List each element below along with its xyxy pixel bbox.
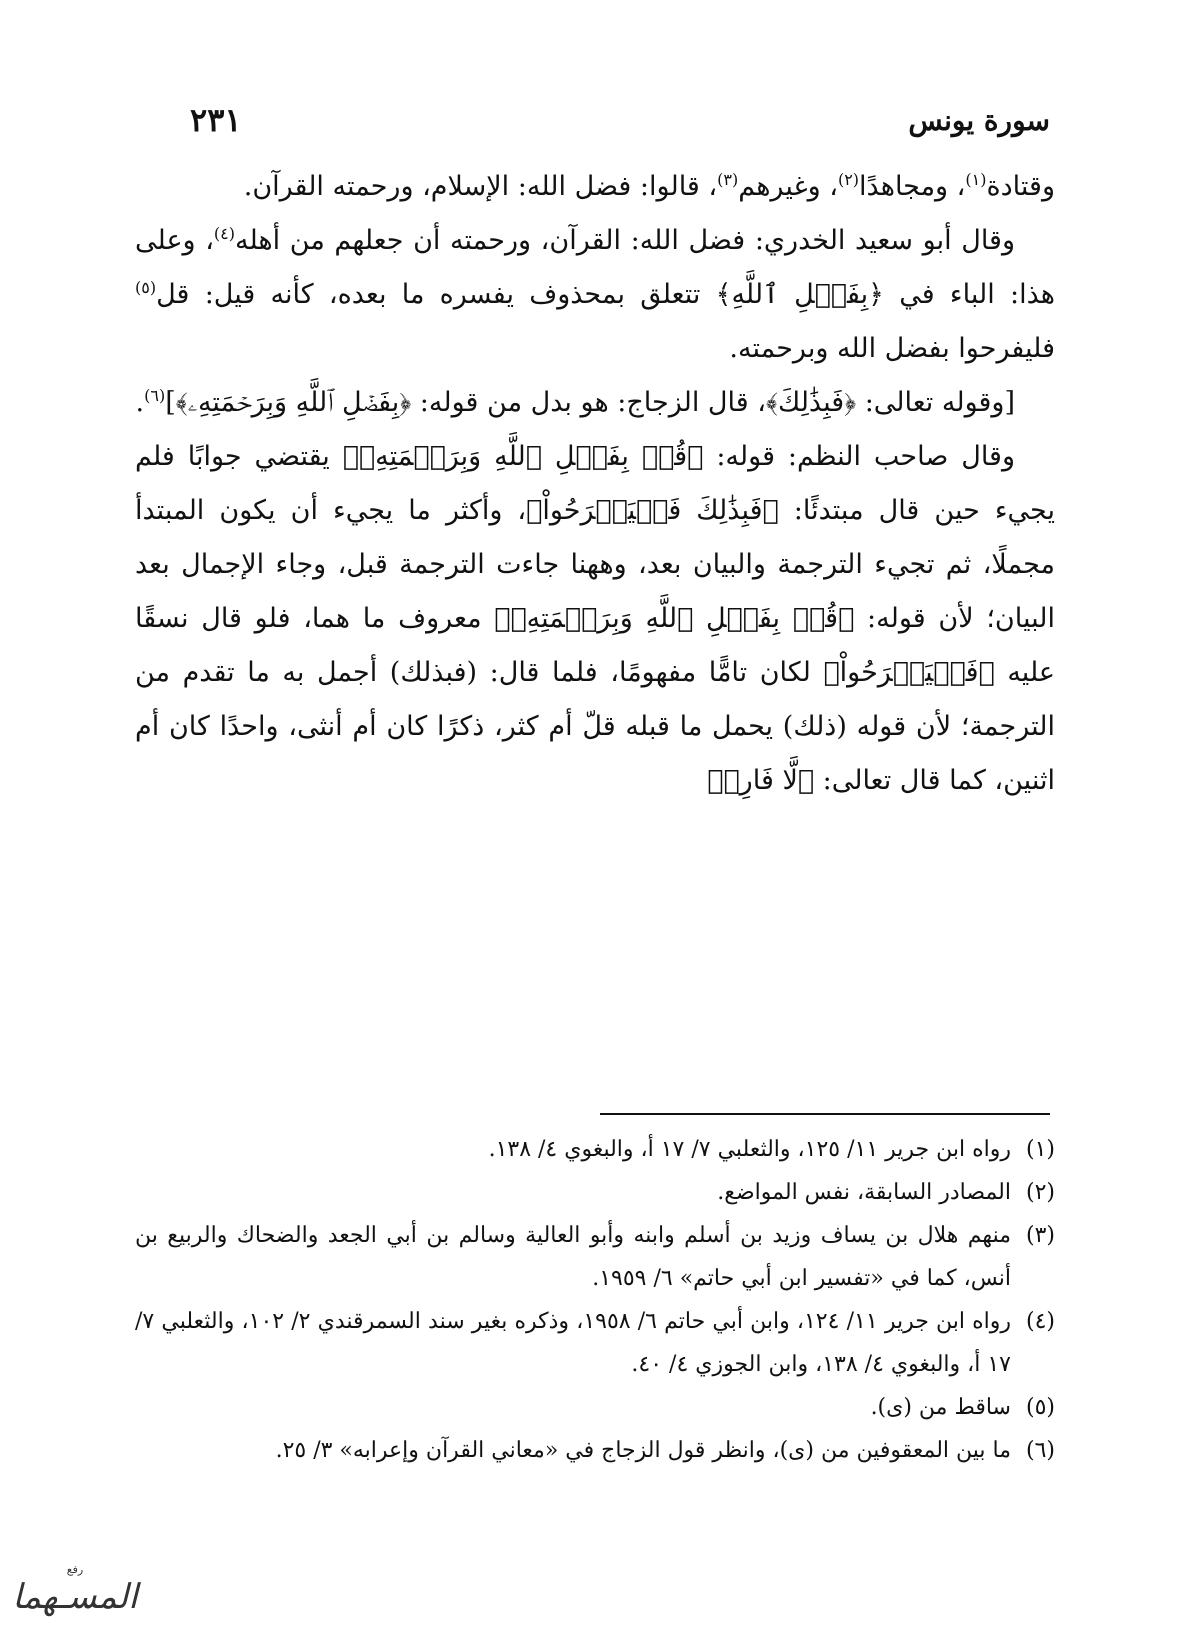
surah-title: سورة يونس [908,103,1050,137]
footnote-ref-6: (٦) [144,386,166,405]
footnote-divider [600,1113,1050,1115]
footnote-number: (١) [1025,1137,1055,1162]
text-segment: ، قالوا: فضل الله: الإسلام، ورحمته القرآن. [243,171,718,202]
main-text [135,160,1055,808]
paragraph-1 [135,160,1055,214]
paragraph-2 [135,214,1055,376]
footnote-ref-2: (٢) [837,170,860,189]
text-segment: ، ومجاهدًا [859,171,966,202]
footnote-text: ما بين المعقوفين من (ى)، وانظر قول الزجاج في «معاني القرآن وإعرابه» ٣/ ٢٥. [275,1438,1011,1463]
footnote-ref-5: (٥) [135,278,157,297]
footnote-6 [135,1429,1055,1472]
text-segment: وقتادة [986,171,1055,202]
footnote-3 [135,1214,1055,1300]
text-segment: ، وعلى هذا: الباء في ﴿بِفَضۡلِ ٱللَّهِ﴾ تتعلق بمحذوف يفسره ما بعده، كأنه قيل: قل [135,225,1055,310]
paragraph-3 [135,376,1055,430]
stamp-sub: رفع [66,1563,84,1576]
text-segment: وقال أبو سعيد الخدري: فضل الله: القرآن، ورحمته أن جعلهم من أهله [235,225,1015,256]
footnotes [135,1128,1055,1472]
footnote-1 [135,1128,1055,1171]
page-header [190,95,1050,145]
page-number: ٢٣١ [190,101,242,139]
footnote-number: (٢) [1025,1180,1055,1205]
text-segment: ، وغيرهم [738,171,838,202]
text-segment: [وقوله تعالى: ﴿فَبِذَٰلِكَ﴾، قال الزجاج: هو بدل من قوله: ﴿بِفَضۡلِ ٱللَّهِ وَبِرَحۡمَتِهِۦ﴾] [165,387,1015,418]
footnote-text: رواه ابن جرير ١١/ ١٢٤، وابن أبي حاتم ٦/ ١٩٥٨، وذكره بغير سند السمرقندي ٢/ ١٠٢، والثعلبي ٧/ ١٧ أ، والبغوي ٤/ ١٣٨، وابن الجوزي ٤/ ٤٠. [135,1309,1012,1377]
footnote-ref-4: (٤) [213,224,236,243]
footnote-ref-3: (٣) [717,170,739,189]
stamp-main: المسـهما [12,1577,138,1617]
paragraph-4: وقال صاحب النظم: قوله: ﴿قُلۡ بِفَضۡلِ ٱللَّهِ وَبِرَحۡمَتِهِۦ﴾ يقتضي جوابًا فلم يجيء حين قال مبتدئًا: ﴿فَبِذَٰلِكَ فَلۡيَفۡرَحُواْ﴾، وأكثر ما يجيء أن يكون المبتدأ مجملًا، ثم تجيء الترجمة والبيان بعد، وههنا جاءت الترجمة قبل، وجاء الإجمال بعد البيان؛ لأن قوله: ﴿قُلۡ بِفَضۡلِ ٱللَّهِ وَبِرَحۡمَتِهِۦ﴾ معروف ما هما، فلو قال نسقًا عليه ﴿فَلۡيَفۡرَحُواْ﴾ لكان تامًّا مفهومًا، فلما قال: (فبذلك) أجمل به ما تقدم من الترجمة؛ لأن قوله (ذلك) يحمل ما قبله قلّ أم كثر، ذكرًا كان أم أنثى، واحدًا كان أم اثنين، كما قال تعالى: ﴿لَّا فَارِضٞ [135,441,1055,796]
footnote-number: (٦) [1025,1438,1055,1463]
footnote-2 [135,1171,1055,1214]
footnote-text: المصادر السابقة، نفس المواضع. [717,1180,1011,1205]
footnote-number: (٣) [1025,1223,1055,1248]
footnote-number: (٤) [1025,1309,1055,1334]
footnote-text: رواه ابن جرير ١١/ ١٢٥، والثعلبي ٧/ ١٧ أ، والبغوي ٤/ ١٣٨. [488,1137,1011,1162]
footnote-text: منهم هلال بن يساف وزيد بن أسلم وابنه وأبو العالية وسالم بن أبي الجعد والضحاك والربيع بن أنس، كما في «تفسير ابن أبي حاتم» ٦/ ١٩٥٩. [135,1223,1011,1291]
footnote-4 [135,1300,1055,1386]
footnote-number: (٥) [1025,1395,1055,1420]
text-segment: فليفرحوا بفضل الله وبرحمته. [729,333,1055,364]
footnote-ref-1: (١) [965,170,987,189]
text-segment: . [135,387,145,418]
footnote-5 [135,1386,1055,1429]
library-stamp [10,1563,140,1625]
footnote-text: ساقط من (ى). [870,1395,1011,1420]
